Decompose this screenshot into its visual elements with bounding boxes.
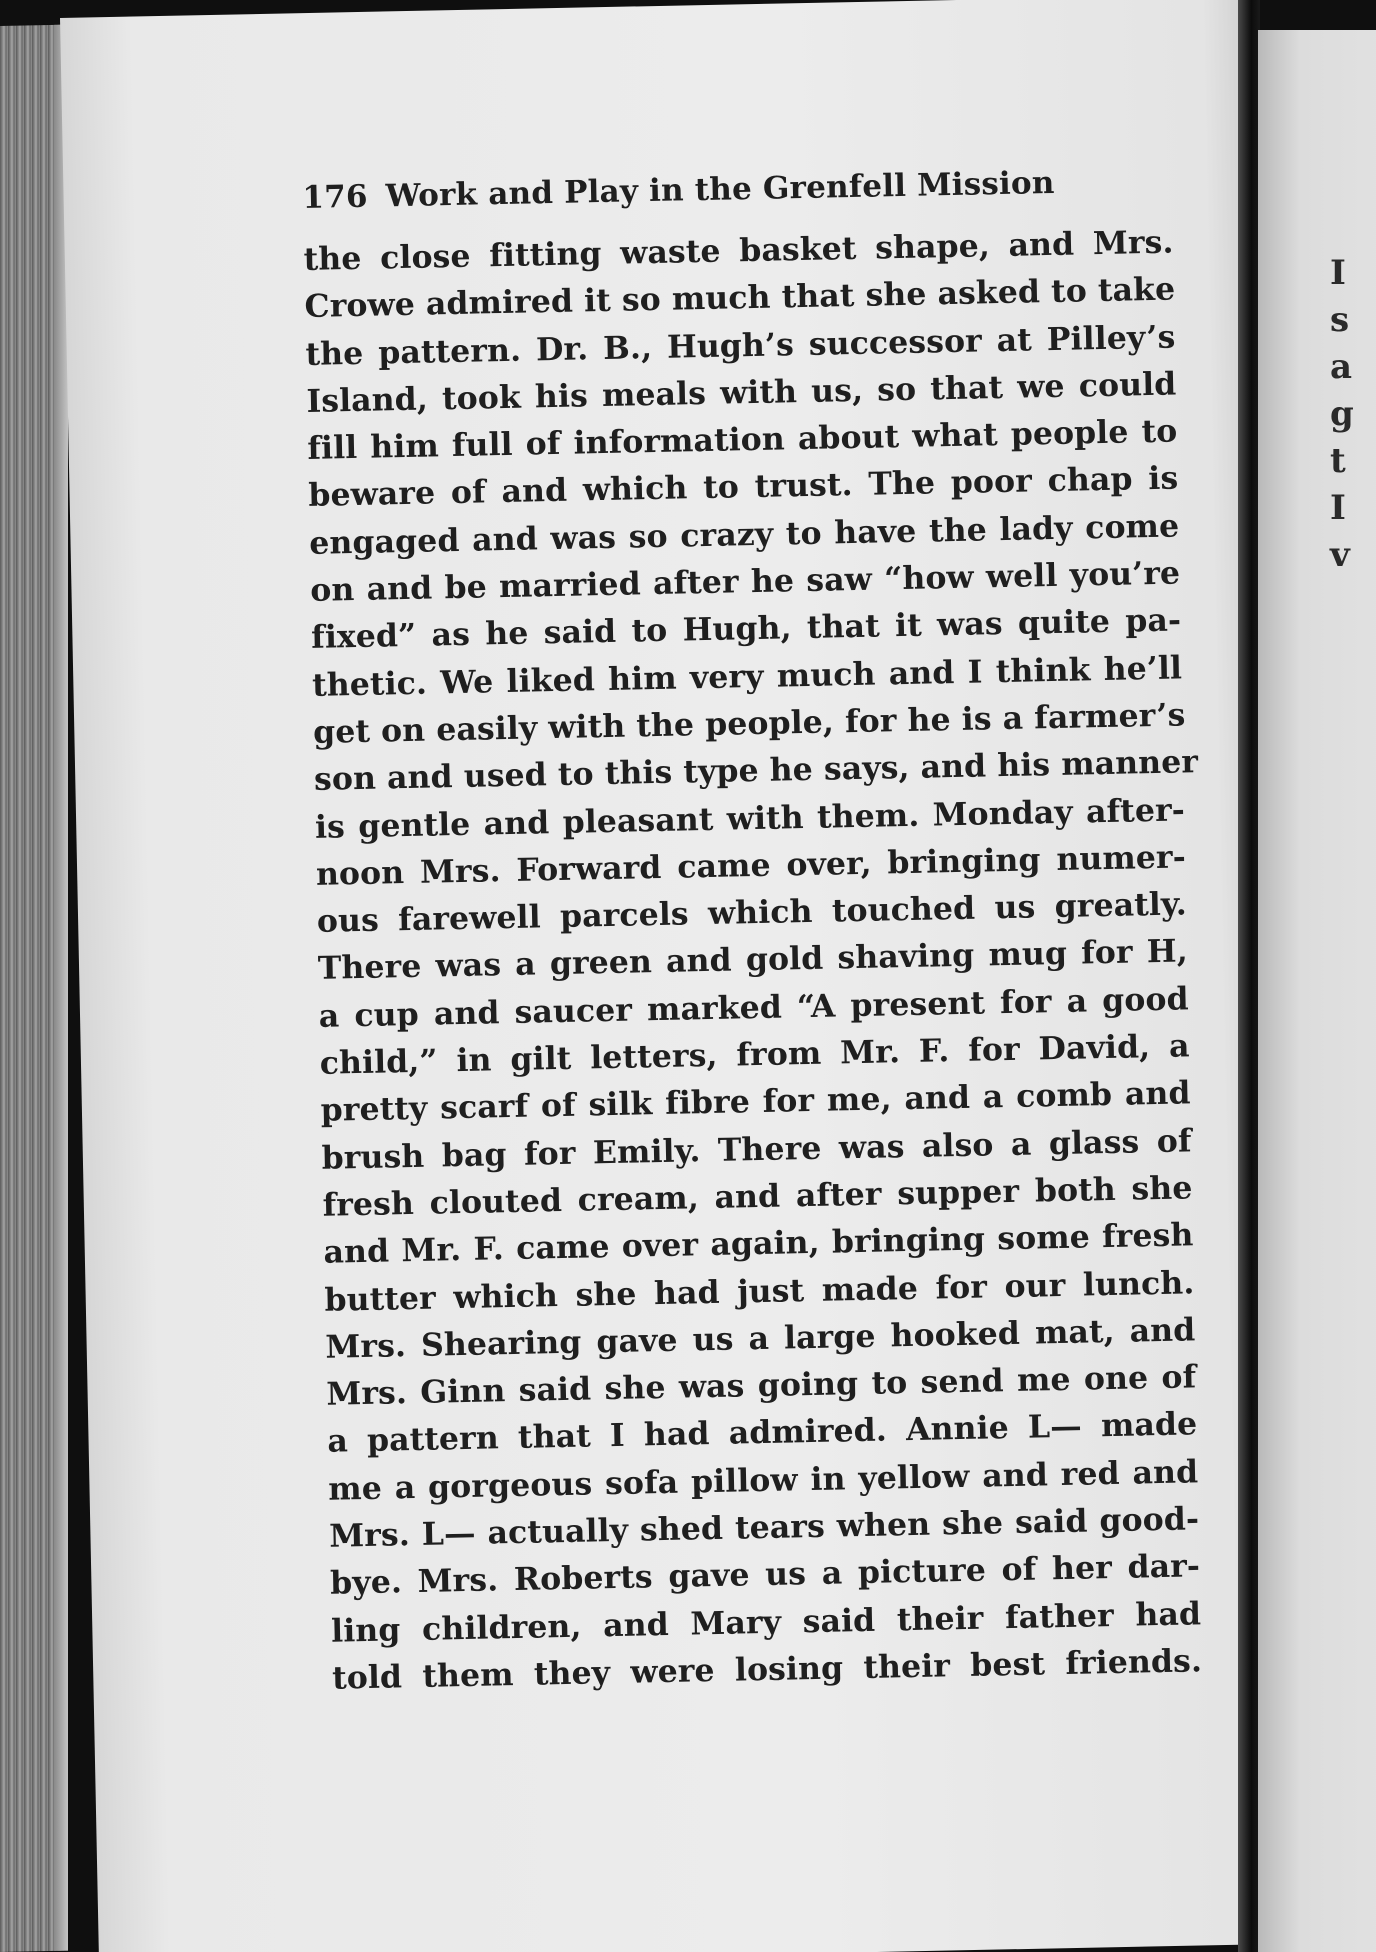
page-number: 176 xyxy=(302,178,369,216)
text-line: the close fitting waste basket shape, and Mrs. xyxy=(303,223,1174,278)
facing-page-text xyxy=(1330,250,1376,579)
text-line: There was a green and gold shaving mug for H, xyxy=(317,932,1189,988)
text-line: Mrs. Shearing gave us a large hooked mat, and xyxy=(325,1311,1196,1366)
text-line: son and used to this type he says, and his manner xyxy=(313,743,1199,799)
page-text-block xyxy=(302,161,1202,1702)
text-line: thetic. We liked him very much and I think he’ll xyxy=(311,649,1183,704)
text-line: pretty scarf of silk fibre for me, and a comb and xyxy=(320,1074,1191,1130)
text-line: get on easily with the people, for he is a farmer’s xyxy=(312,696,1186,751)
text-line: a pattern that I had admired. Annie L— made xyxy=(326,1405,1198,1461)
text-line: beware of and which to trust. The poor chap is xyxy=(308,459,1179,515)
text-line: fixed” as he said to Hugh, that it was quite pa- xyxy=(310,601,1182,657)
facing-fragment: s xyxy=(1330,300,1350,340)
text-line: noon Mrs. Forward came over, bringing numer- xyxy=(315,838,1187,893)
text-line: ous farewell parcels which touched us greatly. xyxy=(316,885,1188,941)
text-line: told them they were losing their best friends. xyxy=(331,1642,1203,1697)
running-head-title: Work and Play in the Grenfell Mission xyxy=(385,164,1055,215)
text-line: ling children, and Mary said their father had xyxy=(330,1594,1202,1650)
facing-fragment: I xyxy=(1330,488,1346,528)
facing-fragment: v xyxy=(1330,535,1350,575)
text-line: Crowe admired it so much that she asked to take xyxy=(304,270,1176,326)
book-gutter xyxy=(1238,0,1260,1952)
facing-fragment: a xyxy=(1330,347,1353,387)
text-line: on and be married after he saw “how well you’re xyxy=(309,554,1181,609)
text-line: is gentle and pleasant with them. Monday after- xyxy=(314,790,1186,846)
facing-fragment: g xyxy=(1330,394,1354,434)
text-line: bye. Mrs. Roberts gave us a picture of her dar- xyxy=(329,1547,1201,1603)
text-line: Mrs. Ginn said she was going to send me one of xyxy=(326,1358,1197,1413)
text-line: brush bag for Emily. There was also a glass of xyxy=(321,1121,1192,1177)
text-line: and Mr. F. came over again, bringing some fresh xyxy=(323,1216,1194,1272)
text-line: butter which she had just made for our lunch. xyxy=(324,1263,1195,1319)
text-line: child,” in gilt letters, from Mr. F. for David, a xyxy=(319,1027,1190,1082)
text-line: a cup and saucer marked “A present for a good xyxy=(318,980,1190,1035)
text-line: engaged and was so crazy to have the lady come xyxy=(308,507,1180,562)
facing-fragment: I xyxy=(1330,253,1346,293)
text-line: Island, took his meals with us, so that we could xyxy=(306,365,1177,420)
text-line: the pattern. Dr. B., Hugh’s successor at Pilley’s xyxy=(305,318,1176,373)
text-line: fresh clouted cream, and after supper both she xyxy=(322,1169,1193,1224)
page-edges xyxy=(0,25,68,1952)
text-line: me a gorgeous sofa pillow in yellow and red and xyxy=(327,1452,1199,1508)
text-line: Mrs. L— actually shed tears when she said good- xyxy=(328,1500,1200,1555)
text-line: fill him full of information about what people to xyxy=(307,412,1178,468)
facing-fragment: t xyxy=(1330,441,1346,481)
